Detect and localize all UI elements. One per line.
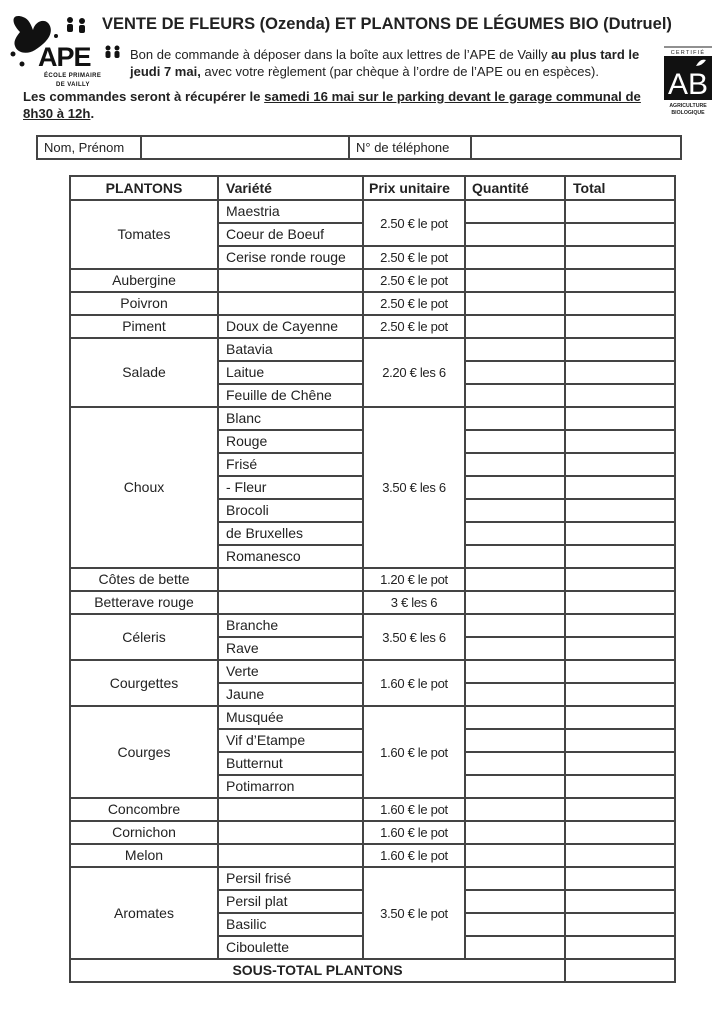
product-name: Courgettes: [70, 660, 218, 706]
unit-price: 3.50 € le pot: [363, 867, 465, 959]
unit-price: 1.60 € le pot: [363, 821, 465, 844]
variety: Persil plat: [218, 890, 363, 913]
total-cell: [565, 246, 675, 269]
col-plantons: PLANTONS: [70, 176, 218, 200]
quantity-input[interactable]: [465, 913, 565, 936]
total-cell: [565, 269, 675, 292]
variety: [218, 821, 363, 844]
unit-price: 2.50 € le pot: [363, 200, 465, 246]
variety: Romanesco: [218, 545, 363, 568]
product-name: Cornichon: [70, 821, 218, 844]
variety: Laitue: [218, 361, 363, 384]
unit-price: 2.20 € les 6: [363, 338, 465, 407]
quantity-input[interactable]: [465, 614, 565, 637]
quantity-input[interactable]: [465, 361, 565, 384]
variety: [218, 269, 363, 292]
variety: Ciboulette: [218, 936, 363, 959]
variety: Cerise ronde rouge: [218, 246, 363, 269]
variety: Doux de Cayenne: [218, 315, 363, 338]
unit-price: 1.20 € le pot: [363, 568, 465, 591]
variety: [218, 798, 363, 821]
quantity-input[interactable]: [465, 499, 565, 522]
total-cell: [565, 775, 675, 798]
quantity-input[interactable]: [465, 660, 565, 683]
unit-price: 1.60 € le pot: [363, 844, 465, 867]
unit-price: 3 € les 6: [363, 591, 465, 614]
unit-price: 3.50 € les 6: [363, 614, 465, 660]
unit-price: 1.60 € le pot: [363, 798, 465, 821]
quantity-input[interactable]: [465, 338, 565, 361]
variety: Butternut: [218, 752, 363, 775]
ab-line-1: AGRICULTURE: [669, 103, 707, 109]
ab-line-2: BIOLOGIQUE: [671, 110, 705, 116]
variety: - Fleur: [218, 476, 363, 499]
total-cell: [565, 292, 675, 315]
quantity-input[interactable]: [465, 453, 565, 476]
variety: Batavia: [218, 338, 363, 361]
product-name: Melon: [70, 844, 218, 867]
total-cell: [565, 614, 675, 637]
product-name: Poivron: [70, 292, 218, 315]
ab-bio-icon: [662, 46, 714, 116]
logo-text: APE: [38, 42, 91, 72]
unit-price: 1.60 € le pot: [363, 660, 465, 706]
table-header-row: [70, 176, 675, 200]
total-cell: [565, 867, 675, 890]
total-cell: [565, 798, 675, 821]
variety: de Bruxelles: [218, 522, 363, 545]
total-cell: [565, 315, 675, 338]
total-cell: [565, 338, 675, 361]
product-name: Tomates: [70, 200, 218, 269]
table-row: [70, 568, 675, 591]
ab-letters: AB: [667, 68, 709, 101]
name-field[interactable]: [141, 136, 349, 159]
quantity-input[interactable]: [465, 775, 565, 798]
product-name: Piment: [70, 315, 218, 338]
variety: Musquée: [218, 706, 363, 729]
logo-subtext-1: ÉCOLE PRIMAIRE: [44, 73, 102, 79]
variety: Vif d’Etampe: [218, 729, 363, 752]
total-cell: [565, 936, 675, 959]
subtotal-value: [565, 959, 675, 982]
quantity-input[interactable]: [465, 637, 565, 660]
table-row: [70, 591, 675, 614]
variety: Maestria: [218, 200, 363, 223]
product-name: Salade: [70, 338, 218, 407]
identification-table: [36, 135, 682, 160]
variety: Potimarron: [218, 775, 363, 798]
subtotal-label: SOUS-TOTAL PLANTONS: [70, 959, 565, 982]
total-cell: [565, 522, 675, 545]
logo-subtext-2: DE VAILLY: [56, 82, 90, 88]
quantity-input[interactable]: [465, 223, 565, 246]
quantity-input[interactable]: [465, 706, 565, 729]
quantity-input[interactable]: [465, 683, 565, 706]
total-cell: [565, 729, 675, 752]
quantity-input[interactable]: [465, 522, 565, 545]
total-cell: [565, 821, 675, 844]
quantity-input[interactable]: [465, 315, 565, 338]
table-row: [70, 660, 675, 683]
quantity-input[interactable]: [465, 844, 565, 867]
total-cell: [565, 499, 675, 522]
table-row: [70, 614, 675, 637]
total-cell: [565, 752, 675, 775]
unit-price: 2.50 € le pot: [363, 315, 465, 338]
unit-price: 3.50 € les 6: [363, 407, 465, 568]
total-cell: [565, 913, 675, 936]
intro-text: Bon de commande à déposer dans la boîte aux lettres de l’APE de Vailly au plus tard le jeudi 7 mai, avec votre règlement (par chèque à l’ordre de l’APE ou en espèces).: [130, 47, 640, 79]
table-row: [70, 315, 675, 338]
variety: Feuille de Chêne: [218, 384, 363, 407]
phone-field[interactable]: [471, 136, 681, 159]
quantity-input[interactable]: [465, 407, 565, 430]
variety: Branche: [218, 614, 363, 637]
quantity-input[interactable]: [465, 430, 565, 453]
variety: Brocoli: [218, 499, 363, 522]
quantity-input[interactable]: [465, 292, 565, 315]
product-name: Céleris: [70, 614, 218, 660]
total-cell: [565, 591, 675, 614]
quantity-input[interactable]: [465, 476, 565, 499]
total-cell: [565, 361, 675, 384]
quantity-input[interactable]: [465, 936, 565, 959]
product-name: Choux: [70, 407, 218, 568]
quantity-input[interactable]: [465, 729, 565, 752]
unit-price: 1.60 € le pot: [363, 706, 465, 798]
ab-certifie-text: CERTIFIÉ: [670, 50, 706, 56]
quantity-input[interactable]: [465, 867, 565, 890]
total-cell: [565, 683, 675, 706]
quantity-input[interactable]: [465, 798, 565, 821]
quantity-input[interactable]: [465, 890, 565, 913]
quantity-input[interactable]: [465, 568, 565, 591]
total-cell: [565, 223, 675, 246]
product-name: Côtes de bette: [70, 568, 218, 591]
total-cell: [565, 568, 675, 591]
table-row: [70, 292, 675, 315]
unit-price: 2.50 € le pot: [363, 246, 465, 269]
variety: Rouge: [218, 430, 363, 453]
product-name: Concombre: [70, 798, 218, 821]
unit-price: 2.50 € le pot: [363, 269, 465, 292]
table-row: [70, 821, 675, 844]
order-table: [69, 175, 676, 983]
table-row: [70, 867, 675, 890]
quantity-input[interactable]: [465, 821, 565, 844]
variety: Verte: [218, 660, 363, 683]
variety: [218, 591, 363, 614]
total-cell: [565, 476, 675, 499]
total-cell: [565, 637, 675, 660]
quantity-input[interactable]: [465, 545, 565, 568]
table-row: [70, 844, 675, 867]
quantity-input[interactable]: [465, 384, 565, 407]
product-name: Aubergine: [70, 269, 218, 292]
product-name: Betterave rouge: [70, 591, 218, 614]
variety: Basilic: [218, 913, 363, 936]
product-name: Aromates: [70, 867, 218, 959]
quantity-input[interactable]: [465, 752, 565, 775]
total-cell: [565, 430, 675, 453]
quantity-input[interactable]: [465, 269, 565, 292]
total-cell: [565, 453, 675, 476]
col-quantite: Quantité: [465, 176, 565, 200]
page-title: VENTE DE FLEURS (Ozenda) ET PLANTONS DE LÉGUMES BIO (Dutruel): [102, 15, 672, 33]
table-row: [70, 407, 675, 430]
total-cell: [565, 706, 675, 729]
variety: [218, 568, 363, 591]
col-variete: Variété: [218, 176, 363, 200]
variety: Rave: [218, 637, 363, 660]
table-row: [70, 706, 675, 729]
phone-label: N° de téléphone: [349, 136, 471, 159]
product-name: Courges: [70, 706, 218, 798]
total-cell: [565, 890, 675, 913]
total-cell: [565, 844, 675, 867]
table-row: [70, 798, 675, 821]
variety: Frisé: [218, 453, 363, 476]
quantity-input[interactable]: [465, 591, 565, 614]
table-row: [70, 200, 675, 223]
variety: Coeur de Boeuf: [218, 223, 363, 246]
variety: [218, 844, 363, 867]
table-row: [70, 269, 675, 292]
variety: Persil frisé: [218, 867, 363, 890]
quantity-input[interactable]: [465, 200, 565, 223]
total-cell: [565, 545, 675, 568]
total-cell: [565, 407, 675, 430]
unit-price: 2.50 € le pot: [363, 292, 465, 315]
variety: Jaune: [218, 683, 363, 706]
pickup-info: Les commandes seront à récupérer le samedi 16 mai sur le parking devant le garage communal de 8h30 à 12h.: [23, 89, 641, 121]
quantity-input[interactable]: [465, 246, 565, 269]
col-prix: Prix unitaire: [363, 176, 465, 200]
total-cell: [565, 384, 675, 407]
variety: Blanc: [218, 407, 363, 430]
total-cell: [565, 200, 675, 223]
variety: [218, 292, 363, 315]
total-cell: [565, 660, 675, 683]
name-label: Nom, Prénom: [37, 136, 141, 159]
col-total: Total: [565, 176, 675, 200]
subtotal-row: [70, 959, 675, 982]
table-row: [70, 338, 675, 361]
